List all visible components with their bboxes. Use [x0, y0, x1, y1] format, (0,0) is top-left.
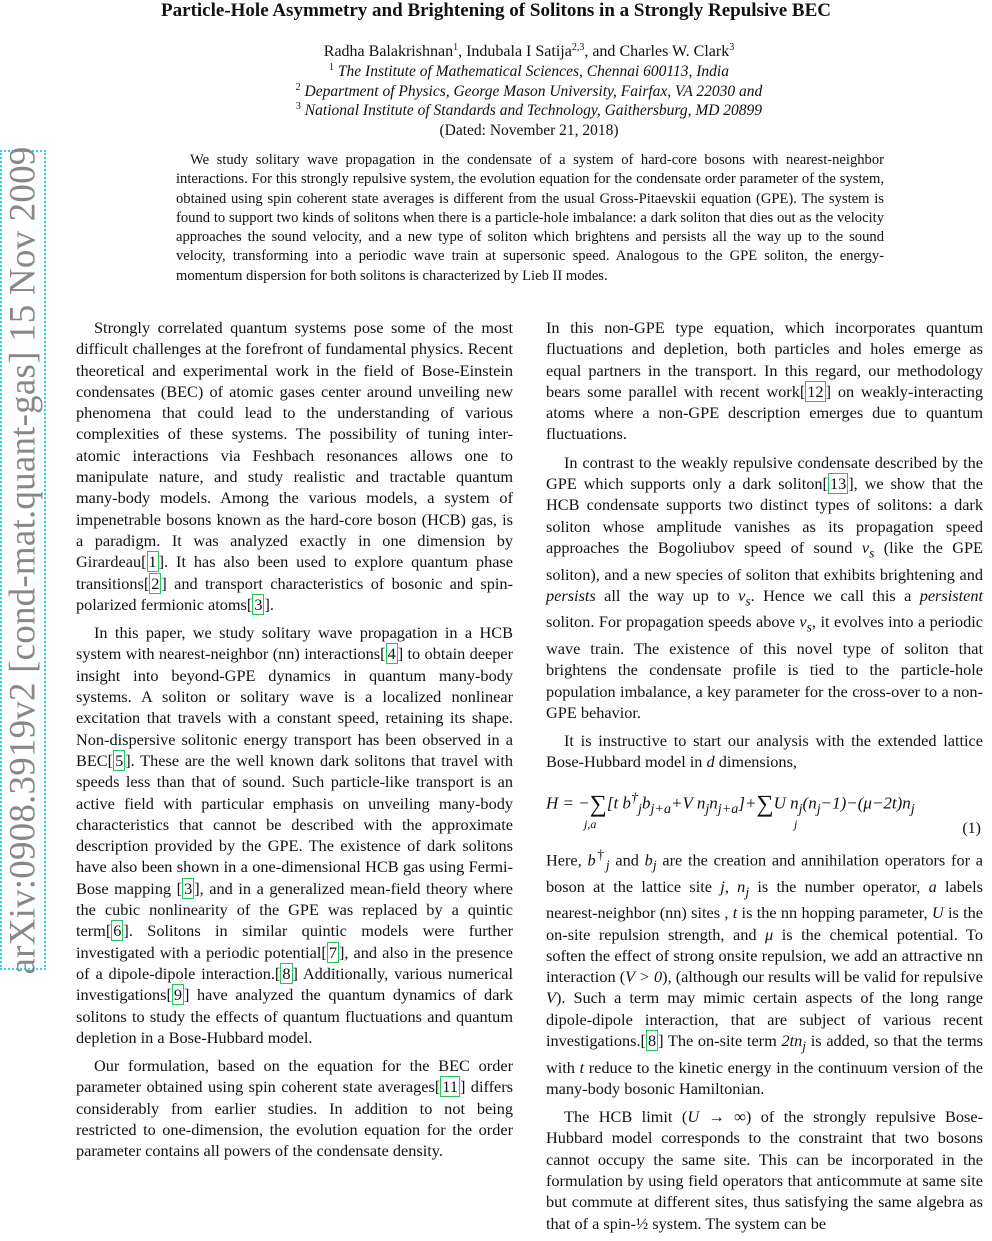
text-run: is added, so that the terms with [546, 1030, 984, 1077]
citation-link[interactable]: 3 [254, 594, 263, 614]
text-run: and [609, 850, 645, 870]
body-paragraph [76, 622, 513, 1048]
eq-sub: j [910, 800, 915, 817]
affiliation [0, 82, 992, 101]
body-paragraph [546, 452, 983, 723]
math-subscript: j [745, 883, 750, 899]
eq-sub: j+a [717, 800, 739, 817]
date-line: (Dated: November 21, 2018) [439, 122, 619, 139]
text-run: is the chemical potential. To soften the effect of strong onsite repulsion, we add an attractive nn interaction ( [546, 924, 983, 987]
affiliation-text: The Institute of Mathematical Sciences, Chennai 600113, India [337, 63, 729, 80]
text-run: It is instructive to start our analysis with the extended lattice Bose-Hubbard model in [546, 731, 983, 772]
citation-link[interactable]: 9 [173, 985, 183, 1005]
citation-link[interactable]: 11 [442, 1077, 458, 1097]
right-column [546, 317, 983, 1241]
math-symbol: U → ∞ [687, 1107, 746, 1127]
text-run: The HCB limit ( [564, 1107, 688, 1127]
eq-term: −1)−(μ−2t)n [820, 793, 911, 813]
equation-body [546, 788, 915, 820]
text-run: reduce to the kinetic energy in the continuum version of the many-body bosonic Hamiltonian. [546, 1057, 983, 1098]
body-paragraph [546, 844, 983, 1099]
eq-term: (n [802, 793, 817, 813]
text-run: Here, [546, 850, 588, 870]
affiliation [0, 101, 992, 120]
math-symbol: a [928, 876, 937, 896]
eq-term: H = − [546, 793, 590, 813]
arxiv-identifier-text: arXiv:0908.3919v2 [cond-mat.quant-gas] 15 Nov 2009 [2, 146, 44, 974]
eq-term: b [641, 793, 651, 813]
text-run: is the number operator, [749, 876, 929, 896]
citation-link[interactable]: 2 [151, 573, 160, 593]
math-sup: † [595, 846, 606, 862]
arxiv-identifier-stamp[interactable] [0, 146, 46, 974]
text-run: all the way up to [595, 585, 739, 605]
math-subscript: s [806, 619, 812, 635]
text-run: ) of the strongly repulsive Bose-Hubbard model corresponds to the constraint that two bosons cannot occupy the same site. This can be incorporated in the formulation by using field operators that anticommute at same site but commute at different sites, thus satisfying the same algebra as that of a spin- [546, 1107, 983, 1233]
eq-sub: j [816, 800, 821, 817]
summation-symbol: ∑ [756, 791, 774, 818]
citation-link[interactable]: 1 [148, 552, 157, 572]
text-run: ]. It has also been used to explore quantum phase transitions[ [76, 552, 513, 593]
eq-sub: j [638, 800, 642, 817]
body-paragraph [76, 1055, 513, 1161]
text-run: ] to obtain deeper insight into beyond-GPE dynamics in quantum many-body systems. A soliton or solitary wave is a localized nonlinear excitation that travels with a constant speed, retaining its shape. Non-dispersive solitonic energy transport has been observed in a BEC[ [76, 644, 514, 770]
author-name: Radha Balakrishnan [323, 43, 454, 60]
eq-term: [t b [606, 793, 631, 813]
affiliation-mark: 2 [295, 82, 301, 93]
text-run: In contrast to the weakly repulsive condensate described by the GPE which supports only a dark soliton[ [546, 452, 983, 494]
text-run: ]. Solitons in similar quintic models were further investigated with a periodic potential[ [76, 921, 513, 962]
eq-sub: j+a [650, 800, 672, 817]
eq-term: U n [773, 793, 799, 813]
math-symbol: V [546, 988, 556, 1008]
text-run: In this paper, we study solitary wave propagation in a HCB system with nearest-neighbor (nn) interactions[ [76, 623, 513, 664]
math-subscript: j [605, 857, 610, 873]
text-run: ] have analyzed the quantum dynamics of dark solitons to study the effects of quantum fluctuations and quantum depletion in a Bose-Hubbard model. [76, 985, 513, 1047]
text-run: ], and also in the presence of a dipole-dipole interaction.[ [76, 942, 514, 983]
math-subscript: s [869, 545, 875, 561]
citation-link[interactable]: 7 [328, 942, 337, 962]
text-run: Our formulation, based on the equation for the BEC order parameter obtained using spin coherent state averages[ [76, 1056, 513, 1097]
math-symbol: t [579, 1057, 585, 1077]
math-symbol: n [737, 876, 746, 896]
citation-link[interactable]: 8 [282, 963, 291, 983]
text-run: ]. [264, 594, 274, 614]
math-subscript: j [652, 857, 657, 873]
text-run: In this non-GPE type equation, which incorporates quantum fluctuations and depletion, both particles and holes emerge as equal partners in the transport. In this regard, our methodology bears some parallel with recent work[ [546, 318, 983, 401]
citation-link[interactable]: 3 [184, 878, 193, 898]
summation-symbol: ∑ [589, 791, 607, 818]
text-run: ] Additionally, various numerical investigations[ [76, 963, 514, 1005]
math-symbol: 2tn [781, 1030, 803, 1050]
body-paragraph [76, 317, 513, 615]
affiliation [0, 62, 992, 81]
math-symbol: b [587, 850, 596, 870]
text-run: labels nearest-neighbor (nn) sites , [546, 876, 983, 923]
eq-sub: j [798, 800, 803, 817]
citation-link[interactable]: 12 [807, 381, 824, 401]
author-list [0, 42, 992, 61]
affiliation-text: Department of Physics, George Mason University, Fairfax, VA 22030 and [304, 83, 763, 100]
text-run: are the creation and annihilation operators for a boson at the lattice site [546, 850, 984, 896]
text-run: , it evolves into a periodic wave train. The existence of this novel type of soliton that brightens the condensate profile is tied to the particle-hole population imbalance, a key parameter for the cross-over to a non-GPE behavior. [546, 612, 983, 722]
body-paragraph [546, 317, 983, 445]
eq-term: n [709, 793, 718, 813]
author-name: Charles W. Clark [619, 43, 730, 60]
eq-sup: † [630, 789, 639, 806]
text-run: system. The system can be [648, 1213, 827, 1233]
text-run: is the on-site repulsion strength, and [546, 903, 984, 944]
body-paragraph [546, 1106, 983, 1234]
text-run: ] The on-site term [658, 1030, 782, 1050]
citation-link[interactable]: 6 [113, 921, 122, 941]
body-paragraph [546, 730, 983, 773]
math-symbol: v [799, 612, 807, 632]
affiliation-text: National Institute of Standards and Technology, Gaithersburg, MD 20899 [304, 102, 763, 119]
text-run: soliton. For propagation speeds above [546, 612, 800, 632]
author-name: Indubala I Satija [466, 43, 572, 60]
paper-title: Particle-Hole Asymmetry and Brightening of Solitons in a Strongly Repulsive BEC [161, 0, 831, 21]
sum-index: j [794, 816, 798, 831]
math-symbol: μ [765, 924, 774, 944]
author-affil-mark: 3 [729, 42, 735, 53]
author-separator: , and [584, 43, 620, 60]
math-symbol: v [861, 537, 870, 557]
text-run: ], and in a generalized mean-field theory where the cubic nonlinearity of the GPE was replaced by a quintic term[ [76, 878, 513, 941]
left-column [76, 317, 513, 1169]
text-run: Strongly correlated quantum systems pose some of the most difficult challenges at the forefront of fundamental physics. Recent theoretical and experimental work in the field of Bose-Einstein condensates (BEC) of atomic gases center around unveiling new phenomena that could lead to the understanding of various complexities of these systems. The possibility of tuning inter-atomic interactions via Feshbach resonances allows one to manipulate nature, and study realistic and tractable quantum many-body models. Among the various models, a system of impenetrable bosons known as the hard-core boson (HCB) gas, is a paradigm. It was analyzed exactly in one dimension by Girardeau[ [76, 318, 513, 572]
math-symbol: j [720, 876, 725, 896]
math-symbol: d [706, 752, 715, 772]
math-symbol: U [931, 903, 944, 923]
sum-index: j,a [584, 816, 597, 831]
author-affil-mark: 2,3 [571, 42, 585, 53]
math-symbol: b [644, 850, 653, 870]
text-run: ]. These are the well known dark solitons that travel with speeds less than that of sound. Such particle-like transport is an active field with particular emphasis on unveiling many-body characteristics that cannot be described with the approximate description provided by the GPE. The existence of dark solitons have also been shown in a one-dimensional HCB gas using Fermi-Bose mapping [ [76, 750, 513, 898]
text-run: . Hence we call this a [750, 585, 920, 605]
citation-link[interactable]: 13 [829, 474, 847, 494]
emphasis: persistent [919, 585, 983, 605]
eq-sub: j [705, 800, 710, 817]
text-run: ] differs considerably from earlier studies. In addition to not being restricted to one-dimension, the evolution equation for the order parameter contains all powers of the condensate density. [76, 1077, 513, 1161]
text-run: ). Such a term may mimic certain aspects of the long range dipole-dipole interaction, that are subject of various recent investigations.[ [546, 988, 983, 1050]
text-run: (like the GPE soliton), and a new species of soliton that exhibits brightening and [546, 537, 983, 584]
text-run: ] on weakly-interacting atoms where a non-GPE description emerges due to quantum fluctuations. [546, 381, 983, 444]
math-symbol: v [738, 585, 746, 605]
text-run: is the nn hopping parameter, [737, 903, 932, 923]
math-subscript: s [745, 593, 751, 609]
text-run: ), (although our results will be valid for repulsive [662, 967, 984, 987]
math-fraction: ½ [635, 1213, 649, 1233]
citation-link[interactable]: 4 [387, 644, 396, 664]
abstract: We study solitary wave propagation in the condensate of a system of hard-core bosons with nearest-neighbor interactions. For this strongly repulsive system, the evolution equation for the condensate order parameter of the system, obtained using spin coherent state averages is different from the usual Gross-Pitaevskii equation (GPE). The system is found to support two kinds of solitons when there is a particle-hole imbalance: a dark soliton that dies out as the velocity approaches the sound velocity, and a new type of soliton which brightens and persists all the way up to the sound velocity, transforming into a periodic wave train at supersonic speed. Analogous to the GPE soliton, the energy-momentum dispersion for both solitons is characterized by Lieb II modes. [176, 152, 884, 284]
author-affil-mark: 1 [453, 42, 459, 53]
text-run: , [724, 876, 738, 896]
math-subscript: j [802, 1038, 807, 1054]
author-separator: , [458, 43, 467, 60]
citation-link[interactable]: 5 [115, 750, 124, 770]
math-symbol: V > 0 [625, 967, 663, 987]
affiliation-mark: 3 [295, 101, 301, 112]
emphasis: persists [546, 585, 596, 605]
affiliation-mark: 1 [329, 62, 335, 73]
text-run: ] and transport characteristics of bosonic and spin-polarized fermionic atoms[ [76, 573, 513, 614]
math-symbol: t [732, 903, 738, 923]
text-run: ], we show that the HCB condensate supports two distinct types of solitons: a dark soliton whose amplitude vanishes as its propagation speed approaches the Bogoliubov speed of sound [546, 474, 983, 557]
text-run: dimensions, [714, 752, 797, 772]
citation-link[interactable]: 8 [647, 1030, 657, 1050]
equation-1 [546, 780, 983, 840]
eq-term: +V n [671, 793, 706, 813]
equation-number: (1) [962, 819, 981, 837]
eq-term: ]+ [738, 793, 757, 813]
